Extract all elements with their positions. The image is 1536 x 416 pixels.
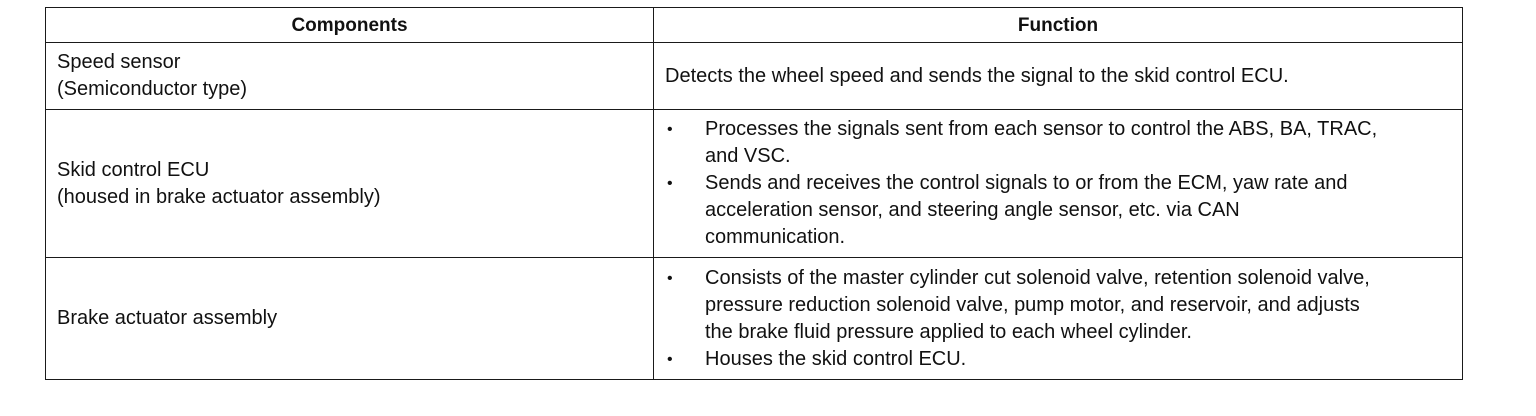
header-function: Function — [654, 8, 1463, 43]
table-row — [46, 43, 1463, 110]
component-cell — [46, 258, 654, 380]
function-bullet-item — [665, 346, 1448, 373]
function-bullet-list — [665, 265, 1448, 373]
table-row — [46, 258, 1463, 380]
function-cell — [654, 110, 1463, 258]
component-type: (Semiconductor type) — [57, 78, 248, 100]
header-components: Components — [46, 8, 654, 43]
bullet-line: pressure reduction solenoid valve, pump motor, and reservoir, and adjusts — [705, 293, 1360, 316]
function-text: Detects the wheel speed and sends the signal to the skid control ECU. — [665, 64, 1289, 87]
bullet-marker: • — [667, 175, 673, 192]
table-header-row — [46, 8, 1463, 43]
bullet-marker: • — [667, 121, 673, 138]
function-bullet-item — [665, 116, 1448, 170]
function-bullet-list — [665, 116, 1448, 251]
function-bullet-item — [665, 170, 1448, 251]
bullet-line: the brake fluid pressure applied to each wheel cylinder. — [705, 320, 1192, 343]
component-name: Brake actuator assembly — [57, 307, 278, 329]
component-cell — [46, 110, 654, 258]
component-name: Speed sensor — [57, 51, 181, 73]
bullet-line: acceleration sensor, and steering angle sensor, etc. via CAN — [705, 199, 1240, 221]
function-cell — [654, 43, 1463, 110]
function-cell — [654, 258, 1463, 380]
bullet-line: Houses the skid control ECU. — [705, 347, 967, 370]
bullet-line: Sends and receives the control signals to or from the ECM, yaw rate and — [705, 172, 1348, 194]
components-function-table — [45, 7, 1463, 380]
component-cell — [46, 43, 654, 110]
bullet-marker: • — [667, 350, 673, 368]
bullet-line: Consists of the master cylinder cut solenoid valve, retention solenoid valve, — [705, 266, 1370, 289]
component-name: Skid control ECU — [57, 158, 210, 181]
bullet-line: communication. — [705, 226, 846, 248]
function-bullet-item — [665, 265, 1448, 346]
bullet-line: Processes the signals sent from each sensor to control the ABS, BA, TRAC, — [705, 118, 1378, 140]
bullet-marker: • — [667, 269, 673, 287]
bullet-line: and VSC. — [705, 145, 791, 167]
component-location: (housed in brake actuator assembly) — [57, 185, 381, 208]
table-row — [46, 110, 1463, 258]
